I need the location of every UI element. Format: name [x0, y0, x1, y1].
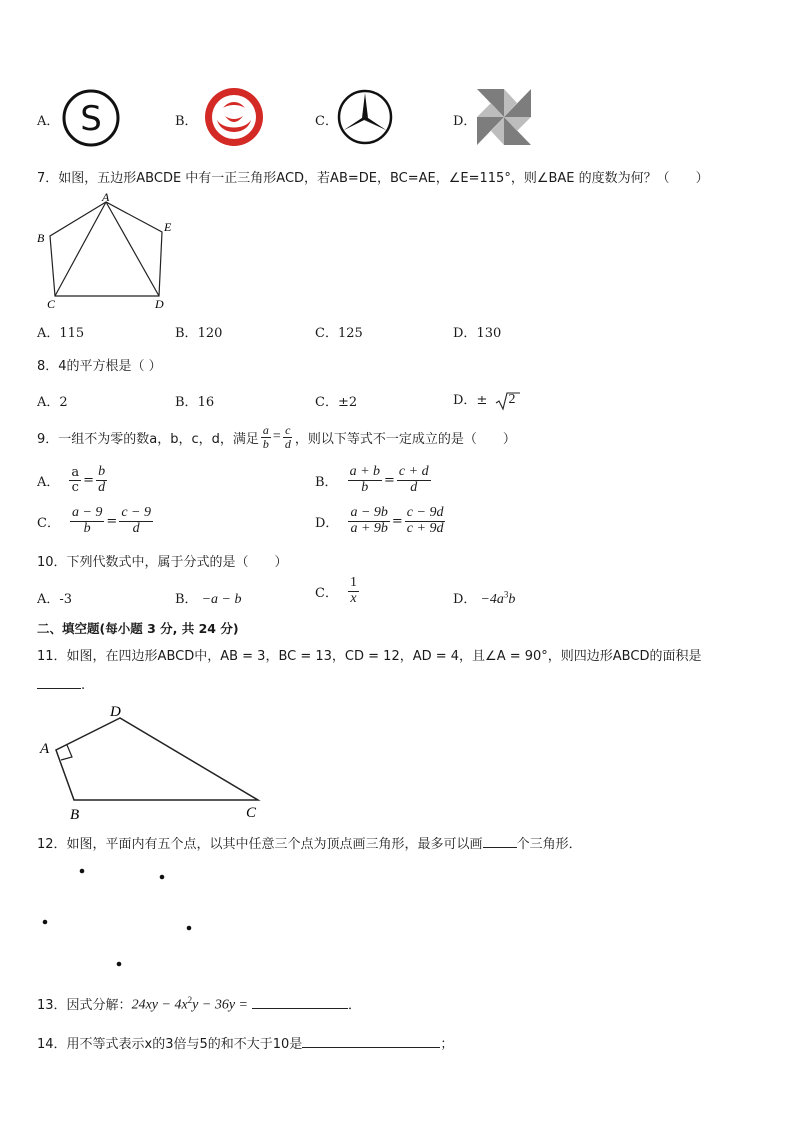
q7-label-c: C [47, 297, 56, 311]
q10-option-b: B． −a − b [175, 592, 242, 607]
q7-text: 如图，五边形ABCDE 中有一正三角形ACD，若AB=DE，BC=AE，∠E=115°，则∠BAE 的度数为何？（ ） [58, 171, 709, 186]
q7-label-d: D [155, 297, 164, 311]
q12-point [160, 875, 165, 880]
q6-option-d-label: D． [453, 114, 477, 129]
q11-answer-line [37, 672, 85, 693]
q7-label-e: E [164, 220, 172, 234]
q11-label-b: B [70, 807, 80, 823]
q10-stem: 10．下列代数式中，属于分式的是（ ） [37, 555, 288, 570]
q7-label-b: B [37, 231, 45, 245]
q12-point [43, 920, 48, 925]
q12-blank[interactable] [483, 833, 517, 848]
q8-option-d: D．± 2 [453, 389, 521, 411]
q14-stem: 14． 用不等式表示x的3倍与5的和不大于10是 ； [37, 1033, 453, 1052]
q11-label-d: D [110, 704, 121, 720]
q6-option-a-label: A． [37, 114, 60, 129]
q8-option-a: A．2 [37, 395, 68, 410]
q7-option-b: B．120 [175, 326, 223, 341]
q11-blank[interactable] [37, 672, 81, 689]
q10-option-a: A．-3 [37, 592, 73, 607]
three-point-star-logo [336, 88, 394, 146]
q8-option-b: B．16 [175, 395, 215, 410]
circle-s-letter: S [80, 99, 102, 139]
q9-stem: 9． 一组不为零的数a，b，c，d，满足 $\frac{a}{b}$ = $\frac{c}{d}$ ，则以下等式不一定成立的是（ ） [37, 423, 516, 451]
q11-stem: 11．如图，在四边形ABCD中，AB = 3，BC = 13，CD = 12，AD = 4，且∠A = 90°，则四边形ABCD的面积是 [37, 649, 702, 664]
circle-s-logo [62, 89, 120, 147]
q9-option-a: A． $\frac{a}{c}$ = $\frac{b}{d}$ [37, 464, 106, 495]
q9-option-b: B． $\frac{a + b}{b}$ = $\frac{c + d}{d}$ [315, 464, 429, 495]
q8-text: 4的平方根是（ ） [58, 359, 162, 374]
q7-number: 7． [37, 171, 59, 186]
q12-point [80, 869, 85, 874]
q8-number: 8． [37, 359, 59, 374]
q7-pentagon-figure [30, 190, 190, 312]
red-ring-logo [203, 86, 265, 148]
q8-option-c: C．±2 [315, 395, 358, 410]
q7-option-d: D．130 [453, 326, 502, 341]
q10-option-c: C． $\frac{1}{x}$ [315, 575, 357, 606]
q11-end: . [81, 678, 86, 693]
q13-expression: $24xy - 4x^2y - 36y$ = [131, 995, 248, 1013]
sqrt-radical: 2 [495, 391, 521, 411]
q9-option-d: D． $\frac{a - 9b}{a + 9b}$ = $\frac{c - 9d}{c + 9d}$ [315, 505, 444, 536]
q9-stem-frac-left: $\frac{a}{b}$ [262, 423, 269, 451]
pinwheel-pattern [477, 89, 531, 145]
q12-stem: 12．如图，平面内有五个点，以其中任意三个点为顶点画三角形，最多可以画 个三角形． [37, 833, 582, 852]
q13-blank[interactable] [252, 994, 348, 1009]
q13-stem: 13． 因式分解： $24xy - 4x^2y - 36y$ = ． [37, 995, 361, 1013]
q12-point [117, 962, 122, 967]
q10-option-d: D． $-4a^3b$ [453, 589, 516, 607]
q7-option-c: C．125 [315, 326, 363, 341]
q12-point [187, 926, 192, 931]
q12-five-points-figure [30, 855, 210, 975]
q11-quadrilateral-figure [32, 700, 272, 824]
section-title: 二、填空题(每小题 3 分, 共 24 分) [37, 621, 239, 636]
q9-option-c: C． $\frac{a - 9}{b}$ = $\frac{c - 9}{d}$ [37, 505, 151, 536]
q7-stem [37, 167, 709, 186]
q6-option-c-label: C． [315, 114, 338, 129]
q8-stem [37, 355, 162, 374]
q7-label-a: A [102, 190, 110, 204]
q9-stem-frac-right: $\frac{c}{d}$ [284, 423, 291, 451]
q11-label-a: A [40, 741, 50, 757]
q14-blank[interactable] [302, 1033, 440, 1048]
q7-option-a: A．115 [37, 326, 85, 341]
q11-label-c: C [246, 805, 257, 821]
q6-option-b-label: B． [175, 114, 198, 129]
